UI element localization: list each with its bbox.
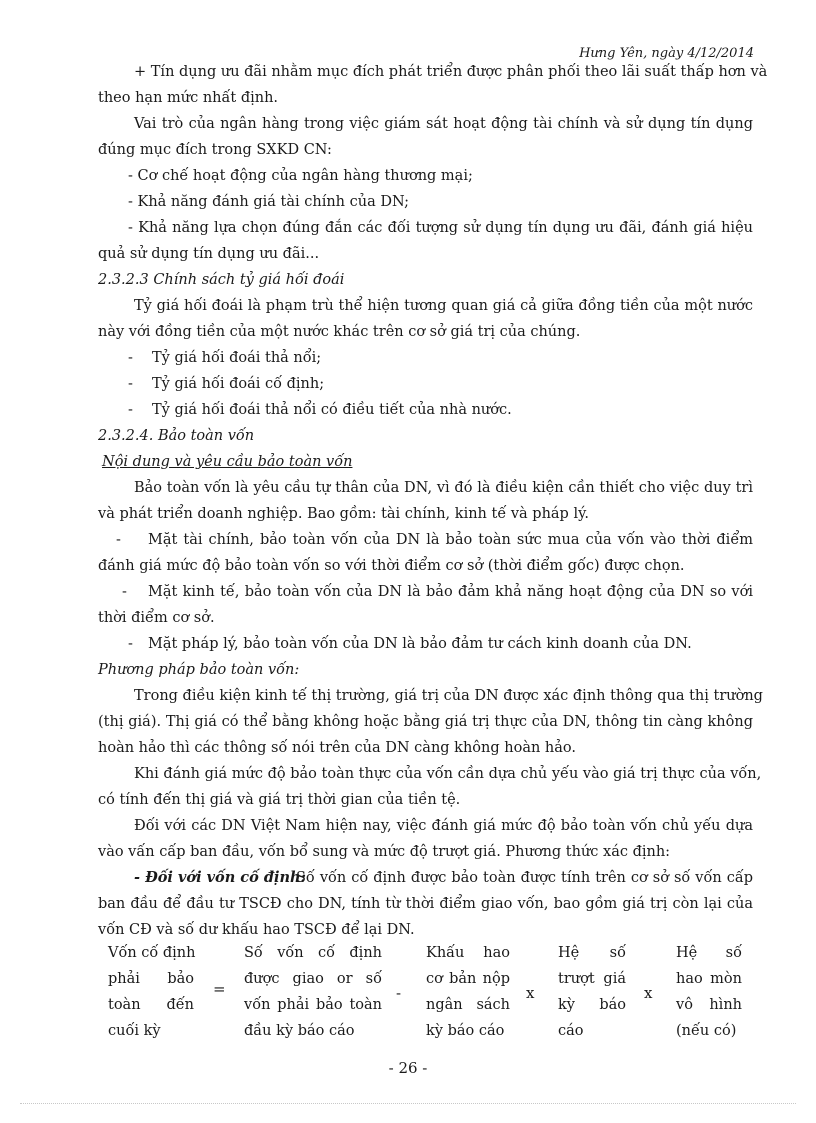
paragraph-line: Trong điều kiện kinh tế thị trường, giá trị của DN được xác định thông qua thị trường <box>134 688 763 704</box>
aspect-item: Mặt tài chính, bảo toàn vốn của DN là bảo toàn sức mua của vốn vào thời điểm <box>148 532 753 548</box>
paragraph-line: vào vấn cấp ban đầu, vốn bổ sung và mức độ trượt giá. Phương thức xác định: <box>98 844 671 860</box>
sub-heading: Nội dung và yêu cầu bảo toàn vốn <box>102 454 353 470</box>
page-number: - 26 - <box>388 1059 428 1077</box>
header-date: Hưng Yên, ngày 4/12/2014 <box>579 46 754 61</box>
paragraph-line: Tỷ giá hối đoái là phạm trù thể hiện tương quan giá cả giữa đồng tiền của một nước <box>134 298 753 314</box>
paragraph-line: đánh giá mức độ bảo toàn vốn so với thời điểm cơ sở (thời điểm gốc) được chọn. <box>98 558 685 574</box>
multiply-sign: x <box>526 984 535 1002</box>
formula-term-obsolescence-coefficient: Hệ số hao mòn vô hình (nếu có) <box>676 945 742 1039</box>
paragraph-line: + Tín dụng ưu đãi nhằm mục đích phát triển được phân phối theo lãi suất thấp hơn và <box>134 64 768 80</box>
paragraph-line: Số vốn cố định được bảo toàn được tính trên cơ sở số vốn cấp <box>296 870 753 886</box>
dash-marker: - <box>128 350 133 366</box>
fixed-capital-lead: - Đối với vốn cố định: <box>134 869 306 886</box>
formula-term-depreciation: Khấu hao cơ bản nộp ngân sách kỳ báo cáo <box>426 945 510 1039</box>
section-heading: 2.3.2.3 Chính sách tỷ giá hối đoái <box>98 272 345 288</box>
paragraph-line: có tính đến thị giá và giá trị thời gian của tiền tệ. <box>98 792 461 808</box>
dash-marker: - <box>128 376 133 392</box>
paragraph-line: Đối với các DN Việt Nam hiện nay, việc đánh giá mức độ bảo toàn vốn chủ yếu dựa <box>134 818 753 834</box>
paragraph-line: quả sử dụng tín dụng ưu đãi... <box>98 246 320 262</box>
rate-item: Tỷ giá hối đoái thả nổi có điều tiết của nhà nước. <box>152 402 512 418</box>
paragraph-line: theo hạn mức nhất định. <box>98 90 279 106</box>
paragraph-line: Bảo toàn vốn là yêu cầu tự thân của DN, vì đó là điều kiện cần thiết cho việc duy trì <box>134 480 753 496</box>
rate-item: Tỷ giá hối đoái cố định; <box>152 376 325 392</box>
paragraph-line: Khi đánh giá mức độ bảo toàn thực của vốn cần dựa chủ yếu vào giá trị thực của vốn, <box>134 766 762 782</box>
dash-marker: - <box>128 402 133 418</box>
paragraph-line: này với đồng tiền của một nước khác trên cơ sở giá trị của chúng. <box>98 324 581 340</box>
dash-marker: - <box>116 532 121 548</box>
paragraph-line: (thị giá). Thị giá có thể bằng không hoặc bằng giá trị thực của DN, thông tin càng không <box>98 714 753 730</box>
formula-term-inflation-coefficient: Hệ số trượt giá kỳ báo cáo <box>558 945 626 1039</box>
sub-heading: Phương pháp bảo toàn vốn: <box>98 662 300 678</box>
bullet-item: - Cơ chế hoạt động của ngân hàng thương mại; <box>128 168 473 184</box>
paragraph-line: Vai trò của ngân hàng trong việc giám sát hoạt động tài chính và sử dụng tín dụng <box>134 116 753 132</box>
paragraph-line: thời điểm cơ sở. <box>98 610 215 626</box>
page-bottom-divider <box>20 1103 796 1104</box>
formula-term-result: Vốn cố định phải bảo toàn đến cuối kỳ <box>108 945 196 1039</box>
equals-sign: = <box>213 980 226 998</box>
aspect-item: Mặt pháp lý, bảo toàn vốn của DN là bảo đảm tư cách kinh doanh của DN. <box>148 636 692 652</box>
bullet-item: - Khả năng đánh giá tài chính của DN; <box>128 194 410 210</box>
paragraph-line: ban đầu để đầu tư TSCĐ cho DN, tính từ thời điểm giao vốn, bao gồm giá trị còn lại của <box>98 896 753 912</box>
section-heading: 2.3.2.4. Bảo toàn vốn <box>98 428 255 444</box>
rate-item: Tỷ giá hối đoái thả nổi; <box>152 350 322 366</box>
multiply-sign: x <box>644 984 653 1002</box>
bullet-item: - Khả năng lựa chọn đúng đắn các đối tượng sử dụng tín dụng ưu đãi, đánh giá hiệu <box>128 220 753 236</box>
minus-sign: - <box>396 984 402 1002</box>
formula-term-initial-capital: Số vốn cố định được giao or số vốn phải bảo toàn đầu kỳ báo cáo <box>244 945 382 1039</box>
paragraph-line: vốn CĐ và số dư khấu hao TSCĐ để lại DN. <box>98 922 415 938</box>
dash-marker: - <box>122 584 127 600</box>
paragraph-line: và phát triển doanh nghiệp. Bao gồm: tài chính, kinh tế và pháp lý. <box>98 506 589 522</box>
aspect-item: Mặt kinh tế, bảo toàn vốn của DN là bảo đảm khả năng hoạt động của DN so với <box>148 584 753 600</box>
dash-marker: - <box>128 636 133 652</box>
paragraph-line: đúng mục đích trong SXKD CN: <box>98 142 332 158</box>
paragraph-line: hoàn hảo thì các thông số nói trên của DN càng không hoàn hảo. <box>98 740 576 756</box>
